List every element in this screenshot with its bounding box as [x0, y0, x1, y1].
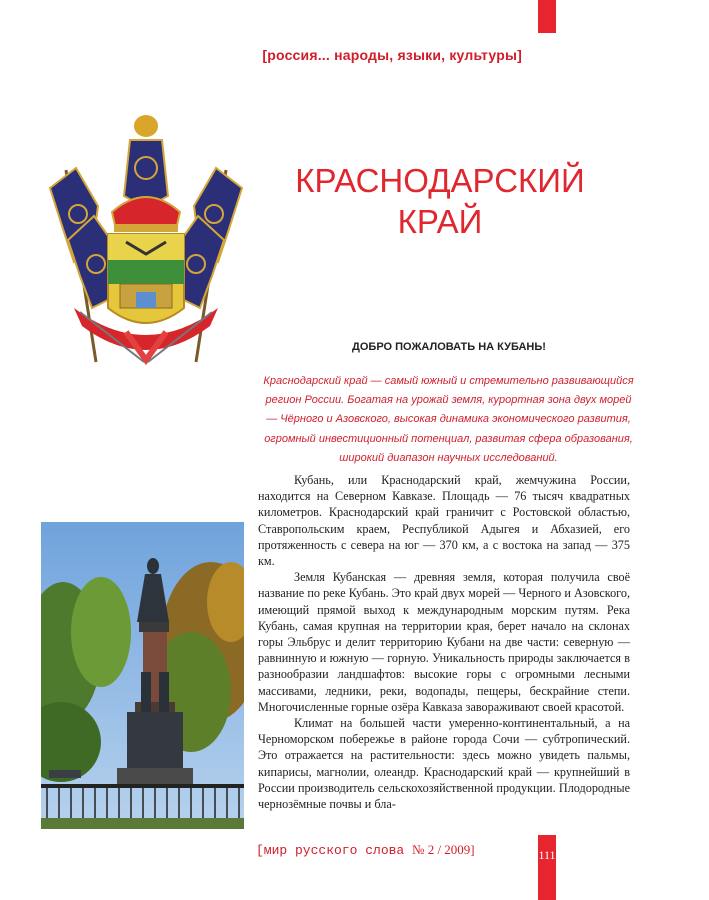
title-line-2: КРАЙ: [397, 203, 483, 240]
article-title: [275, 160, 605, 242]
body-paragraph-2: Земля Кубанская — древняя земля, которая получила своё название по реке Кубань. Это край двух морей — Черного и Азовского, имеющий прямой выход к международным морским путям. Река Кубань, самая крупная на территории края, берет начало на склонах горы Эльбрус и делит территорию Кубани на две части: северную — равнинную и южную — горную. Уникальность природы заключается в разнообразии ландшафтов: высокие горы с огромными лесными массивами, ледники, реки, водопады, пещеры, бескрайние степи. Многочисленные горные озёра Кавказа завораживают своей красотой.: [258, 570, 630, 714]
welcome-heading: ДОБРО ПОЖАЛОВАТЬ НА КУБАНЬ!: [352, 341, 546, 353]
body-paragraph-1: Кубань, или Краснодарский край, жемчужина России, находится на Северном Кавказе. Площадь — 76 тысяч квадратных километров. Краснодарский край граничит с Ростовской областью, Ставропольским краем, Республикой Адыгея и Абхазией, его протяженность с севера на юг — 370 км, а с востока на запад — 375 км.: [258, 473, 630, 569]
article-body: [258, 472, 630, 812]
magazine-name: [мир русского слова: [256, 843, 405, 858]
top-red-tab: [538, 0, 556, 33]
body-paragraph-3: Климат на большей части умеренно-континентальный, а на Черноморском побережье в районе города Сочи — субтропический. Это отражается на растительности: здесь можно увидеть пальмы, кипарисы, магнолии, олеандр. Краснодарский край — крупнейший в России производитель сельскохозяйственной продукции. Плодородные чернозёмные почвы и бла-: [258, 716, 630, 812]
monument-photo: [41, 522, 244, 829]
page-number: 111: [538, 848, 556, 862]
footer-magazine: [256, 842, 475, 858]
lead-paragraph: Краснодарский край — самый южный и стремительно развивающийся регион России. Богатая на урожай земля, курортная зона двух морей — Чёрного и Азовского, высокая динамика экономического развития, огромный инвестиционный потенциал, развитая сфера образования, широкий диапазон научных исследований.: [263, 375, 634, 464]
title-line-1: КРАСНОДАРСКИЙ: [295, 162, 585, 199]
bottom-red-tab: [538, 835, 556, 900]
section-header: [россия... народы, языки, культуры]: [262, 47, 522, 63]
issue-number: № 2 / 2009]: [412, 842, 475, 857]
coat-of-arms-image: [40, 112, 252, 370]
